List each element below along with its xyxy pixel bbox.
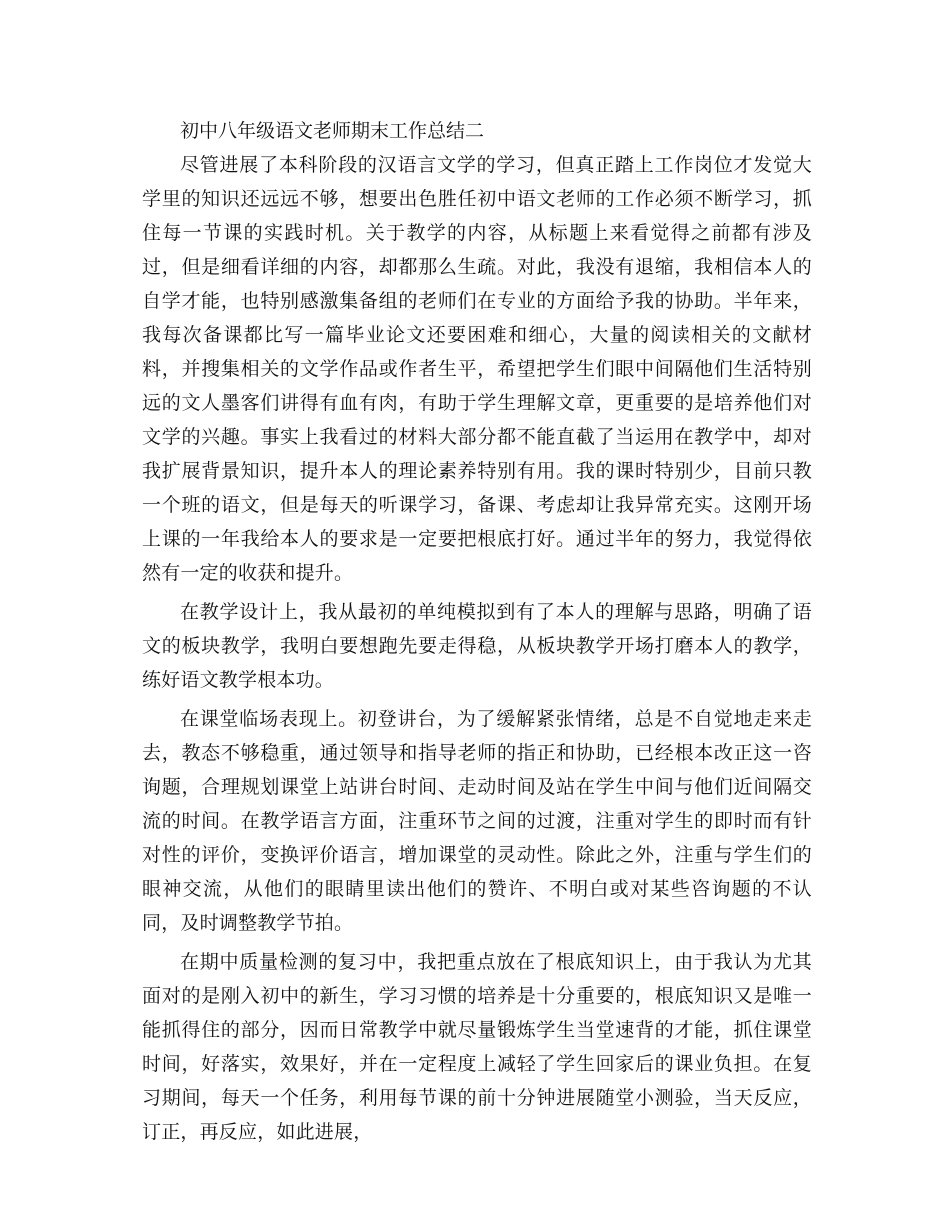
document-title: 初中八年级语文老师期末工作总结二	[180, 120, 485, 142]
paragraph-2: 在教学设计上，我从最初的单纯模拟到有了本人的理解与思路，明确了语文的板块教学，我明白要想跑先要走得稳，从板块教学开场打磨本人的教学，练好语文教学根本功。	[142, 601, 812, 691]
paragraph-1: 尽管进展了本科阶段的汉语言文学的学习，但真正踏上工作岗位才发觉大学里的知识还远远不够，想要出色胜任初中语文老师的工作必须不断学习，抓住每一节课的实践时机。关于教学的内容，从标题上来看觉得之前都有涉及过，但是细看详细的内容，却都那么生疏。对此，我没有退缩，我相信本人的自学才能，也特别感激集备组的老师们在专业的方面给予我的协助。半年来，我每次备课都比写一篇毕业论文还要困难和细心，大量的阅读相关的文献材料，并搜集相关的文学作品或作者生平，希望把学生们眼中间隔他们生活特别远的文人墨客们讲得有血有肉，有助于学生理解文章，更重要的是培养他们对文学的兴趣。事实上我看过的材料大部分都不能直截了当运用在教学中，却对我扩展背景知识，提升本人的理论素养特别有用。我的课时特别少，目前只教一个班的语文，但是每天的听课学习，备课、考虑却让我异常充实。这刚开场上课的一年我给本人的要求是一定要把根底打好。通过半年的努力，我觉得依然有一定的收获和提升。	[142, 154, 812, 584]
paragraph-3: 在课堂临场表现上。初登讲台，为了缓解紧张情绪，总是不自觉地走来走去，教态不够稳重，通过领导和指导老师的指正和协助，已经根本改正这一咨询题，合理规划课堂上站讲台时间、走动时间及站在学生中间与他们近间隔交流的时间。在教学语言方面，注重环节之间的过渡，注重对学生的即时而有针对性的评价，变换评价语言，增加课堂的灵动性。除此之外，注重与学生们的眼神交流，从他们的眼睛里读出他们的赞许、不明白或对某些咨询题的不认同，及时调整教学节拍。	[142, 708, 812, 934]
paragraph-4: 在期中质量检测的复习中，我把重点放在了根底知识上，由于我认为尤其面对的是刚入初中的新生，学习习惯的培养是十分重要的，根底知识又是唯一能抓得住的部分，因而日常教学中就尽量锻炼学生当堂速背的才能，抓住课堂时间，好落实，效果好，并在一定程度上减轻了学生回家后的课业负担。在复习期间，每天一个任务，利用每节课的前十分钟进展随堂小测验，当天反应，订正，再反应，如此进展，	[142, 951, 812, 1143]
document-body	[142, 114, 812, 1154]
